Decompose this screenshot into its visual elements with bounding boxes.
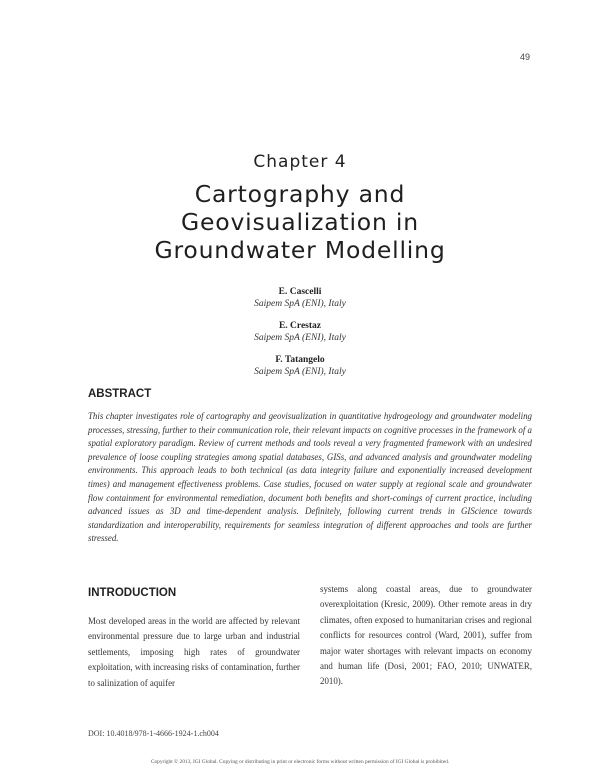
chapter-title bbox=[0, 180, 600, 264]
author-affiliation: Saipem SpA (ENI), Italy bbox=[254, 367, 346, 377]
author-block bbox=[0, 286, 600, 310]
introduction-left-column: Most developed areas in the world are affected by relevant environmental pressure due to large urban and industrial settlements, imposing high rates of groundwater exploitation, with increasing risks of contamination, further to salinization of aquifer bbox=[88, 616, 300, 688]
author-name: F. Tatangelo bbox=[275, 355, 325, 365]
introduction-right-column: systems along coastal areas, due to groundwater overexploitation (Kresic, 2009). Other remote areas in dry climates, often exposed to humanitarian crises and regional conflicts for resources control (Ward, 2001), suffer from major water shortages with relevant impacts on economy and human life (Dosi, 2001; FAO, 2010; UNWATER, 2010). bbox=[320, 584, 532, 687]
abstract-text: This chapter investigates role of cartography and geovisualization in quantitative hydrogeology and groundwater modeling processes, stressing, further to their communication role, their relevant impacts on cognitive processes in the framework of a spatial exploratory paradigm. Review of current methods and tools reveal a very fragmented framework with an undesired prevalence of loose coupling strategies among spatial databases, GISs, and advanced analysis and groundwater modeling environments. This approach leads to both technical (as data integrity failure and exponentially increased development times) and management effectiveness problems. Case studies, focused on water supply at regional scale and groundwater flow containment for environmental remediation, document both benefits and short-comings of current practice, including advanced issues as 3D and time-dependent analysis. Definitely, following current trends in GIScience towards standardization and interoperability, requirements for seamless integration of different approaches and tools are further stressed. bbox=[88, 411, 532, 544]
title-line: Geovisualization in bbox=[181, 208, 419, 236]
title-line: Groundwater Modelling bbox=[154, 236, 446, 264]
author-affiliation: Saipem SpA (ENI), Italy bbox=[254, 299, 346, 309]
page-number: 49 bbox=[519, 52, 530, 62]
author-name: E. Cascelli bbox=[278, 287, 322, 297]
title-line: Cartography and bbox=[194, 180, 406, 208]
chapter-label: Chapter 4 bbox=[253, 152, 347, 172]
author-affiliation: Saipem SpA (ENI), Italy bbox=[254, 333, 346, 343]
doi: DOI: 10.4018/978-1-4666-1924-1.ch004 bbox=[88, 729, 219, 738]
author-block bbox=[0, 320, 600, 344]
author-name: E. Crestaz bbox=[278, 321, 322, 331]
abstract-heading: ABSTRACT bbox=[88, 388, 152, 400]
author-block bbox=[0, 354, 600, 378]
introduction-heading: INTRODUCTION bbox=[88, 587, 177, 599]
copyright-notice: Copyright © 2013, IGI Global. Copying or distributing in print or electronic forms without written permission of IGI Global is prohibited. bbox=[150, 759, 450, 765]
